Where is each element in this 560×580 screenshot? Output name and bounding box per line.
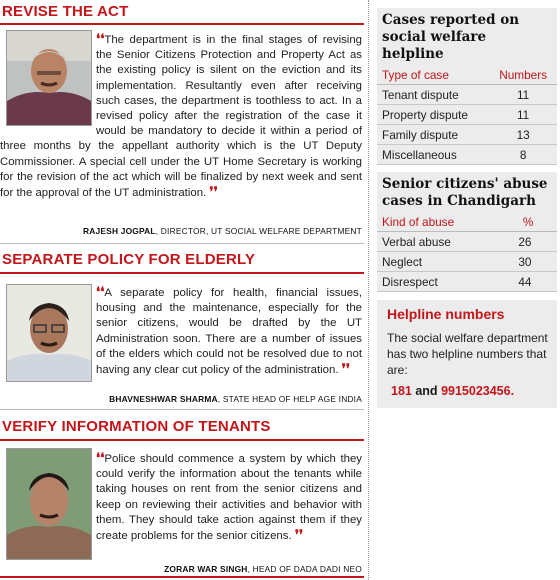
- attribution: BHAVNESHWAR SHARMA, STATE HEAD OF HELP AGE INDIA: [109, 394, 362, 404]
- table-row: [377, 232, 557, 252]
- table-header-row: [377, 213, 557, 232]
- section-rule: [0, 272, 364, 274]
- table-row: [377, 252, 557, 272]
- table-row: [377, 272, 557, 292]
- table-cell: 26: [493, 232, 557, 252]
- table-row: [377, 125, 557, 145]
- table-cell: Miscellaneous: [377, 145, 489, 165]
- section-title: VERIFY INFORMATION OF TENANTS: [2, 418, 271, 435]
- table-cell: Property dispute: [377, 105, 489, 125]
- helpline-box: [377, 300, 557, 408]
- section-verify-tenants: [0, 418, 364, 578]
- table-cell: 8: [489, 145, 557, 165]
- abuse-table-box: [377, 172, 557, 292]
- table-cell: Verbal abuse: [377, 232, 493, 252]
- column-divider: [368, 0, 369, 580]
- cases-table: [377, 66, 557, 165]
- table-header-row: [377, 66, 557, 85]
- section-rule: [0, 439, 364, 441]
- section-revise-act: [0, 0, 364, 240]
- helpline-number: 9915023456.: [441, 384, 515, 398]
- quote-block: [0, 32, 362, 201]
- section-separate-policy: [0, 251, 364, 406]
- attribution: RAJESH JOGPAL, DIRECTOR, UT SOCIAL WELFARE DEPARTMENT: [83, 226, 362, 236]
- table-cell: Neglect: [377, 252, 493, 272]
- quote-text: ❛❛The department is in the final stages of revising the Senior Citizens Protection and Property Act as the existing policy is silent on the eviction and its implementation. Resultantly even after receiving such cases, the department is toothless to act. In a revised policy after the registration of the case it would be mandatory to decide it within a period of three months by the appellant authority which is the UT Deputy Commissioner. A special cell under the UT Home Secretary is working for the revision of the act which will be finalized by next week and sent for the approval of the UT administration. ❜❜: [0, 32, 362, 201]
- helpline-number: 181: [391, 384, 412, 398]
- abuse-table: [377, 213, 557, 292]
- table-cell: Tenant dispute: [377, 85, 489, 105]
- table-cell: 30: [493, 252, 557, 272]
- helpline-numbers: 181 and 9915023456.: [391, 384, 515, 398]
- open-quote-icon: ❛❛: [96, 32, 105, 47]
- table-cell: Family dispute: [377, 125, 489, 145]
- open-quote-icon: ❛❛: [96, 285, 105, 300]
- section-divider: [0, 409, 364, 410]
- table-row: [377, 105, 557, 125]
- close-quote-icon: ❜❜: [341, 362, 351, 378]
- section-divider: [0, 243, 364, 244]
- helpline-title: Helpline numbers: [387, 306, 505, 322]
- quote-block: [0, 451, 362, 565]
- helpline-text: The social welfare department has two helpline numbers that are:: [387, 331, 548, 377]
- quote-text: ❛❛Police should commence a system by which they could verify the information about the tenants while taking houses on rent from the senior citizens and keep on reviewing their activities and behavior with them. They should take action against them if they create problems for the senior citizens. ❜❜: [96, 451, 362, 544]
- open-quote-icon: ❛❛: [96, 451, 105, 466]
- table-cell: 44: [493, 272, 557, 292]
- table-row: [377, 145, 557, 165]
- close-quote-icon: ❜❜: [209, 185, 218, 201]
- table-cell: 11: [489, 105, 557, 125]
- column-header: Numbers: [489, 66, 557, 85]
- quote-text: ❛❛A separate policy for health, financial issues, housing and the maintenance, especially for the senior citizens, would be drafted by the UT Administration soon. There are a number of issues of the elders which could not be resolved due to not having any clear cut policy of the administration. ❜❜: [96, 285, 362, 378]
- column-header: %: [493, 213, 557, 232]
- bottom-rule: [0, 576, 364, 578]
- cases-table-box: [377, 8, 557, 165]
- table-row: [377, 85, 557, 105]
- section-title: SEPARATE POLICY FOR ELDERLY: [2, 251, 256, 268]
- column-header: Kind of abuse: [377, 213, 493, 232]
- attribution: ZORAR WAR SINGH, HEAD OF DADA DADI NEO: [164, 564, 362, 574]
- table-cell: Disrespect: [377, 272, 493, 292]
- section-title: REVISE THE ACT: [2, 3, 129, 20]
- cases-table-title: Cases reported on social welfare helpline: [382, 12, 520, 62]
- table-cell: 11: [489, 85, 557, 105]
- right-column: [377, 8, 557, 408]
- close-quote-icon: ❜❜: [294, 528, 304, 544]
- abuse-table-title: Senior citizens' abuse cases in Chandigarh: [382, 176, 548, 209]
- quote-block: [0, 285, 362, 385]
- column-header: Type of case: [377, 66, 489, 85]
- section-rule: [0, 23, 364, 25]
- table-cell: 13: [489, 125, 557, 145]
